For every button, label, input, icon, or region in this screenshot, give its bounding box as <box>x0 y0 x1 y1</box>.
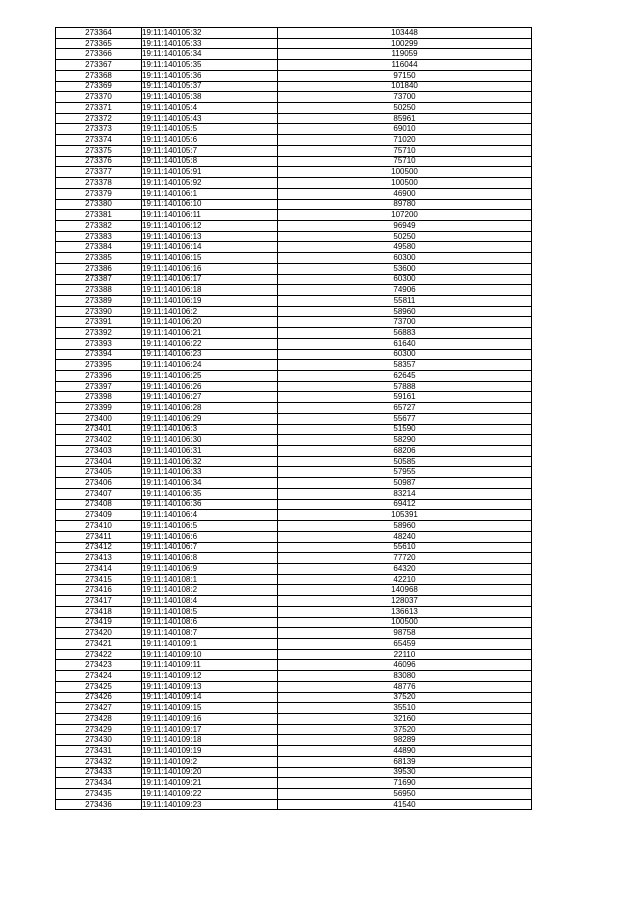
row-id-cell: 273434 <box>56 778 142 789</box>
cadastral-code-cell: 19:11:140106:22 <box>142 338 278 349</box>
cadastral-code-cell: 19:11:140105:34 <box>142 49 278 60</box>
value-cell: 55677 <box>278 413 532 424</box>
cadastral-code-cell: 19:11:140106:6 <box>142 531 278 542</box>
value-cell: 83080 <box>278 671 532 682</box>
cadastral-code-cell: 19:11:140109:11 <box>142 660 278 671</box>
value-cell: 60300 <box>278 253 532 264</box>
value-cell: 100500 <box>278 167 532 178</box>
row-id-cell: 273415 <box>56 574 142 585</box>
table-row <box>56 671 532 682</box>
value-cell: 44890 <box>278 746 532 757</box>
cadastral-code-cell: 19:11:140108:7 <box>142 628 278 639</box>
row-id-cell: 273372 <box>56 113 142 124</box>
value-cell: 101840 <box>278 81 532 92</box>
table-row <box>56 756 532 767</box>
row-id-cell: 273420 <box>56 628 142 639</box>
row-id-cell: 273389 <box>56 295 142 306</box>
table-row <box>56 103 532 114</box>
row-id-cell: 273382 <box>56 220 142 231</box>
cadastral-code-cell: 19:11:140108:6 <box>142 617 278 628</box>
row-id-cell: 273376 <box>56 156 142 167</box>
value-cell: 22110 <box>278 649 532 660</box>
value-cell: 119059 <box>278 49 532 60</box>
table-row <box>56 285 532 296</box>
cadastral-code-cell: 19:11:140106:26 <box>142 381 278 392</box>
row-id-cell: 273394 <box>56 349 142 360</box>
table-row <box>56 692 532 703</box>
value-cell: 100500 <box>278 178 532 189</box>
row-id-cell: 273375 <box>56 145 142 156</box>
value-cell: 100299 <box>278 38 532 49</box>
table-row <box>56 585 532 596</box>
table-row <box>56 371 532 382</box>
table-row <box>56 714 532 725</box>
cadastral-code-cell: 19:11:140108:5 <box>142 606 278 617</box>
cadastral-code-cell: 19:11:140109:22 <box>142 789 278 800</box>
value-cell: 75710 <box>278 145 532 156</box>
row-id-cell: 273406 <box>56 478 142 489</box>
cadastral-code-cell: 19:11:140105:6 <box>142 135 278 146</box>
row-id-cell: 273373 <box>56 124 142 135</box>
value-cell: 49580 <box>278 242 532 253</box>
value-cell: 46900 <box>278 188 532 199</box>
table-row <box>56 92 532 103</box>
cadastral-code-cell: 19:11:140106:11 <box>142 210 278 221</box>
cadastral-code-cell: 19:11:140106:30 <box>142 435 278 446</box>
value-cell: 103448 <box>278 28 532 39</box>
table-row <box>56 178 532 189</box>
cadastral-code-cell: 19:11:140105:35 <box>142 60 278 71</box>
table-row <box>56 531 532 542</box>
cadastral-code-cell: 19:11:140109:10 <box>142 649 278 660</box>
row-id-cell: 273408 <box>56 499 142 510</box>
cadastral-code-cell: 19:11:140108:4 <box>142 596 278 607</box>
row-id-cell: 273370 <box>56 92 142 103</box>
cadastral-code-cell: 19:11:140105:8 <box>142 156 278 167</box>
value-cell: 50250 <box>278 231 532 242</box>
table-row <box>56 392 532 403</box>
row-id-cell: 273431 <box>56 746 142 757</box>
value-cell: 55811 <box>278 295 532 306</box>
value-cell: 98758 <box>278 628 532 639</box>
table-row <box>56 220 532 231</box>
cadastral-code-cell: 19:11:140106:4 <box>142 510 278 521</box>
cadastral-code-cell: 19:11:140109:18 <box>142 735 278 746</box>
row-id-cell: 273397 <box>56 381 142 392</box>
value-cell: 51590 <box>278 424 532 435</box>
row-id-cell: 273381 <box>56 210 142 221</box>
cadastral-code-cell: 19:11:140106:16 <box>142 263 278 274</box>
row-id-cell: 273366 <box>56 49 142 60</box>
value-cell: 69412 <box>278 499 532 510</box>
cadastral-code-cell: 19:11:140106:28 <box>142 403 278 414</box>
cadastral-code-cell: 19:11:140106:7 <box>142 542 278 553</box>
table-row <box>56 681 532 692</box>
value-cell: 105391 <box>278 510 532 521</box>
table-row <box>56 360 532 371</box>
row-id-cell: 273388 <box>56 285 142 296</box>
cadastral-code-cell: 19:11:140109:15 <box>142 703 278 714</box>
table-row <box>56 596 532 607</box>
value-cell: 69010 <box>278 124 532 135</box>
value-cell: 58290 <box>278 435 532 446</box>
table-row <box>56 446 532 457</box>
row-id-cell: 273407 <box>56 488 142 499</box>
value-cell: 61640 <box>278 338 532 349</box>
cadastral-code-cell: 19:11:140109:23 <box>142 799 278 810</box>
value-cell: 77720 <box>278 553 532 564</box>
table-row <box>56 488 532 499</box>
table-row <box>56 499 532 510</box>
cadastral-code-cell: 19:11:140106:1 <box>142 188 278 199</box>
value-cell: 58357 <box>278 360 532 371</box>
table-row <box>56 660 532 671</box>
table-row <box>56 778 532 789</box>
value-cell: 37520 <box>278 724 532 735</box>
value-cell: 46096 <box>278 660 532 671</box>
table-row <box>56 81 532 92</box>
value-cell: 56950 <box>278 789 532 800</box>
cadastral-code-cell: 19:11:140109:14 <box>142 692 278 703</box>
cadastral-code-cell: 19:11:140106:9 <box>142 563 278 574</box>
cadastral-code-cell: 19:11:140106:27 <box>142 392 278 403</box>
row-id-cell: 273367 <box>56 60 142 71</box>
row-id-cell: 273396 <box>56 371 142 382</box>
value-cell: 32160 <box>278 714 532 725</box>
value-cell: 89780 <box>278 199 532 210</box>
row-id-cell: 273392 <box>56 328 142 339</box>
table-row <box>56 606 532 617</box>
table-row <box>56 167 532 178</box>
row-id-cell: 273374 <box>56 135 142 146</box>
row-id-cell: 273404 <box>56 456 142 467</box>
row-id-cell: 273416 <box>56 585 142 596</box>
table-row <box>56 338 532 349</box>
cadastral-code-cell: 19:11:140105:43 <box>142 113 278 124</box>
value-cell: 60300 <box>278 349 532 360</box>
value-cell: 71690 <box>278 778 532 789</box>
cadastral-code-cell: 19:11:140106:8 <box>142 553 278 564</box>
table-row <box>56 435 532 446</box>
cadastral-code-cell: 19:11:140109:19 <box>142 746 278 757</box>
value-cell: 64320 <box>278 563 532 574</box>
value-cell: 35510 <box>278 703 532 714</box>
cadastral-code-cell: 19:11:140105:36 <box>142 70 278 81</box>
table-row <box>56 49 532 60</box>
cadastral-code-cell: 19:11:140105:33 <box>142 38 278 49</box>
row-id-cell: 273369 <box>56 81 142 92</box>
value-cell: 50585 <box>278 456 532 467</box>
value-cell: 60300 <box>278 274 532 285</box>
table-row <box>56 38 532 49</box>
table-row <box>56 349 532 360</box>
row-id-cell: 273417 <box>56 596 142 607</box>
cadastral-code-cell: 19:11:140106:31 <box>142 446 278 457</box>
row-id-cell: 273409 <box>56 510 142 521</box>
table-row <box>56 735 532 746</box>
cadastral-code-cell: 19:11:140105:4 <box>142 103 278 114</box>
table-row <box>56 274 532 285</box>
value-cell: 57955 <box>278 467 532 478</box>
row-id-cell: 273386 <box>56 263 142 274</box>
row-id-cell: 273398 <box>56 392 142 403</box>
value-cell: 75710 <box>278 156 532 167</box>
value-cell: 59161 <box>278 392 532 403</box>
table-row <box>56 703 532 714</box>
value-cell: 68139 <box>278 756 532 767</box>
cadastral-code-cell: 19:11:140109:13 <box>142 681 278 692</box>
cadastral-code-cell: 19:11:140106:34 <box>142 478 278 489</box>
table-row <box>56 478 532 489</box>
row-id-cell: 273393 <box>56 338 142 349</box>
cadastral-code-cell: 19:11:140105:37 <box>142 81 278 92</box>
table-row <box>56 188 532 199</box>
value-cell: 74906 <box>278 285 532 296</box>
row-id-cell: 273429 <box>56 724 142 735</box>
table-row <box>56 242 532 253</box>
table-row <box>56 317 532 328</box>
row-id-cell: 273377 <box>56 167 142 178</box>
table-row <box>56 467 532 478</box>
cadastral-code-cell: 19:11:140106:24 <box>142 360 278 371</box>
value-cell: 42210 <box>278 574 532 585</box>
table-row <box>56 563 532 574</box>
cadastral-code-cell: 19:11:140106:10 <box>142 199 278 210</box>
cadastral-code-cell: 19:11:140106:29 <box>142 413 278 424</box>
table-row <box>56 403 532 414</box>
table-row <box>56 145 532 156</box>
value-cell: 65727 <box>278 403 532 414</box>
cadastral-code-cell: 19:11:140105:7 <box>142 145 278 156</box>
row-id-cell: 273413 <box>56 553 142 564</box>
row-id-cell: 273364 <box>56 28 142 39</box>
value-cell: 71020 <box>278 135 532 146</box>
row-id-cell: 273390 <box>56 306 142 317</box>
row-id-cell: 273400 <box>56 413 142 424</box>
cadastral-code-cell: 19:11:140105:91 <box>142 167 278 178</box>
cadastral-code-cell: 19:11:140106:17 <box>142 274 278 285</box>
cadastral-code-cell: 19:11:140109:2 <box>142 756 278 767</box>
value-cell: 39530 <box>278 767 532 778</box>
cadastral-code-cell: 19:11:140106:36 <box>142 499 278 510</box>
row-id-cell: 273421 <box>56 638 142 649</box>
table-row <box>56 381 532 392</box>
cadastral-code-cell: 19:11:140109:1 <box>142 638 278 649</box>
cadastral-code-cell: 19:11:140106:18 <box>142 285 278 296</box>
table-row <box>56 510 532 521</box>
cadastral-code-cell: 19:11:140109:12 <box>142 671 278 682</box>
table-row <box>56 617 532 628</box>
value-cell: 128037 <box>278 596 532 607</box>
value-cell: 58960 <box>278 306 532 317</box>
row-id-cell: 273365 <box>56 38 142 49</box>
value-cell: 50987 <box>278 478 532 489</box>
table-row <box>56 70 532 81</box>
cadastral-code-cell: 19:11:140106:13 <box>142 231 278 242</box>
value-cell: 65459 <box>278 638 532 649</box>
table-row <box>56 767 532 778</box>
table-row <box>56 199 532 210</box>
row-id-cell: 273426 <box>56 692 142 703</box>
table-row <box>56 553 532 564</box>
value-cell: 140968 <box>278 585 532 596</box>
table-row <box>56 456 532 467</box>
row-id-cell: 273418 <box>56 606 142 617</box>
row-id-cell: 273385 <box>56 253 142 264</box>
cadastral-code-cell: 19:11:140106:3 <box>142 424 278 435</box>
value-cell: 56883 <box>278 328 532 339</box>
cadastral-code-cell: 19:11:140108:1 <box>142 574 278 585</box>
table-row <box>56 789 532 800</box>
value-cell: 57888 <box>278 381 532 392</box>
value-cell: 48776 <box>278 681 532 692</box>
cadastral-code-cell: 19:11:140106:21 <box>142 328 278 339</box>
cadastral-code-cell: 19:11:140106:23 <box>142 349 278 360</box>
row-id-cell: 273380 <box>56 199 142 210</box>
table-row <box>56 413 532 424</box>
value-cell: 48240 <box>278 531 532 542</box>
value-cell: 50250 <box>278 103 532 114</box>
table-row <box>56 328 532 339</box>
table-row <box>56 799 532 810</box>
value-cell: 37520 <box>278 692 532 703</box>
row-id-cell: 273412 <box>56 542 142 553</box>
table-row <box>56 124 532 135</box>
cadastral-code-cell: 19:11:140109:20 <box>142 767 278 778</box>
row-id-cell: 273368 <box>56 70 142 81</box>
table-row <box>56 113 532 124</box>
table-row <box>56 649 532 660</box>
value-cell: 97150 <box>278 70 532 81</box>
cadastral-code-cell: 19:11:140106:19 <box>142 295 278 306</box>
value-cell: 136613 <box>278 606 532 617</box>
table-row <box>56 306 532 317</box>
value-cell: 96949 <box>278 220 532 231</box>
value-cell: 100500 <box>278 617 532 628</box>
table-row <box>56 28 532 39</box>
table-row <box>56 263 532 274</box>
row-id-cell: 273433 <box>56 767 142 778</box>
table-row <box>56 542 532 553</box>
row-id-cell: 273395 <box>56 360 142 371</box>
table-row <box>56 574 532 585</box>
table-row <box>56 521 532 532</box>
row-id-cell: 273423 <box>56 660 142 671</box>
row-id-cell: 273403 <box>56 446 142 457</box>
cadastral-code-cell: 19:11:140105:38 <box>142 92 278 103</box>
value-cell: 55610 <box>278 542 532 553</box>
cadastral-code-cell: 19:11:140109:21 <box>142 778 278 789</box>
row-id-cell: 273424 <box>56 671 142 682</box>
row-id-cell: 273422 <box>56 649 142 660</box>
row-id-cell: 273432 <box>56 756 142 767</box>
table-row <box>56 746 532 757</box>
cadastral-code-cell: 19:11:140106:33 <box>142 467 278 478</box>
row-id-cell: 273414 <box>56 563 142 574</box>
table-row <box>56 628 532 639</box>
value-cell: 68206 <box>278 446 532 457</box>
cadastral-code-cell: 19:11:140106:20 <box>142 317 278 328</box>
value-cell: 107200 <box>278 210 532 221</box>
table-row <box>56 424 532 435</box>
table-row <box>56 60 532 71</box>
row-id-cell: 273384 <box>56 242 142 253</box>
table-row <box>56 638 532 649</box>
row-id-cell: 273427 <box>56 703 142 714</box>
cadastral-code-cell: 19:11:140105:5 <box>142 124 278 135</box>
table-row <box>56 135 532 146</box>
value-cell: 53600 <box>278 263 532 274</box>
cadastral-code-cell: 19:11:140109:16 <box>142 714 278 725</box>
value-cell: 98289 <box>278 735 532 746</box>
cadastral-code-cell: 19:11:140105:32 <box>142 28 278 39</box>
row-id-cell: 273399 <box>56 403 142 414</box>
row-id-cell: 273410 <box>56 521 142 532</box>
table-row <box>56 231 532 242</box>
cadastral-code-cell: 19:11:140106:2 <box>142 306 278 317</box>
cadastral-code-cell: 19:11:140105:92 <box>142 178 278 189</box>
data-table <box>55 27 532 810</box>
row-id-cell: 273387 <box>56 274 142 285</box>
value-cell: 85961 <box>278 113 532 124</box>
row-id-cell: 273379 <box>56 188 142 199</box>
row-id-cell: 273383 <box>56 231 142 242</box>
row-id-cell: 273411 <box>56 531 142 542</box>
cadastral-code-cell: 19:11:140108:2 <box>142 585 278 596</box>
value-cell: 58960 <box>278 521 532 532</box>
row-id-cell: 273430 <box>56 735 142 746</box>
value-cell: 41540 <box>278 799 532 810</box>
cadastral-code-cell: 19:11:140106:14 <box>142 242 278 253</box>
row-id-cell: 273405 <box>56 467 142 478</box>
cadastral-code-cell: 19:11:140106:35 <box>142 488 278 499</box>
row-id-cell: 273378 <box>56 178 142 189</box>
cadastral-code-cell: 19:11:140106:15 <box>142 253 278 264</box>
table-row <box>56 210 532 221</box>
cadastral-code-cell: 19:11:140106:5 <box>142 521 278 532</box>
value-cell: 73700 <box>278 317 532 328</box>
table-row <box>56 295 532 306</box>
row-id-cell: 273402 <box>56 435 142 446</box>
table-row <box>56 724 532 735</box>
value-cell: 116044 <box>278 60 532 71</box>
cadastral-code-cell: 19:11:140106:32 <box>142 456 278 467</box>
row-id-cell: 273436 <box>56 799 142 810</box>
table-row <box>56 253 532 264</box>
row-id-cell: 273425 <box>56 681 142 692</box>
value-cell: 73700 <box>278 92 532 103</box>
row-id-cell: 273391 <box>56 317 142 328</box>
table-row <box>56 156 532 167</box>
value-cell: 83214 <box>278 488 532 499</box>
row-id-cell: 273371 <box>56 103 142 114</box>
value-cell: 62645 <box>278 371 532 382</box>
cadastral-code-cell: 19:11:140106:12 <box>142 220 278 231</box>
row-id-cell: 273435 <box>56 789 142 800</box>
cadastral-code-cell: 19:11:140109:17 <box>142 724 278 735</box>
row-id-cell: 273419 <box>56 617 142 628</box>
table-body <box>56 28 532 810</box>
row-id-cell: 273401 <box>56 424 142 435</box>
cadastral-code-cell: 19:11:140106:25 <box>142 371 278 382</box>
row-id-cell: 273428 <box>56 714 142 725</box>
